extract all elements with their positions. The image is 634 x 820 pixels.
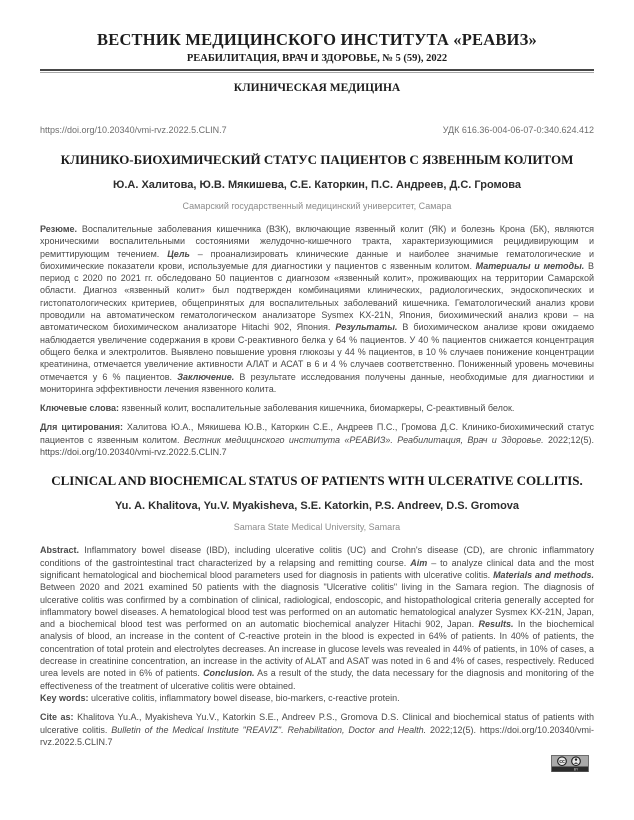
keywords-ru: Ключевые слова: язвенный колит, воспалительные заболевания кишечника, биомаркеры, С-реактивный белок. xyxy=(40,403,515,414)
header-divider xyxy=(40,69,594,73)
citation-ru: Для цитирования: Халитова Ю.А., Мякишева Ю.В., Каторкин С.Е., Андреев П.С., Громова Д.С. Клинико-биохимический статус пациентов с язвенным колитом. Вестник медицинского института «РЕАВИЗ». Реабилитация, Врач и Здоровье. 2022;12(5). https://doi.org/10.20340/vmi-rvz.2022.5.CLIN.7 xyxy=(40,422,594,458)
affiliation-ru: Самарский государственный медицинский университет, Самара xyxy=(182,201,452,211)
authors-en: Yu. A. Khalitova, Yu.V. Myakisheva, S.E. Katorkin, P.S. Andreev, D.S. Gromova xyxy=(114,500,520,513)
by-glyph: BY xyxy=(573,767,579,772)
citation-en: Cite as: Khalitova Yu.A., Myakisheva Yu.V., Katorkin S.E., Andreev P.S., Gromova D.S. Clinical and biochemical status of patients with ulcerative colitis. Bulletin of the Medical Institute "REAVIZ". Rehabilitation, Doctor and Health. 2022;12(5). https://doi.org/10.20340/vmi-rvz.2022.5.CLIN.7 xyxy=(40,712,594,747)
authors-ru: Ю.А. Халитова, Ю.В. Мякишева, С.Е. Каторкин, П.С. Андреев, Д.С. Громова xyxy=(113,179,521,191)
article-title-en: CLINICAL AND BIOCHEMICAL STATUS OF PATIENTS WITH ULCERATIVE COLLITIS. xyxy=(51,473,583,489)
cc-by-license-icon xyxy=(551,755,589,777)
udc-code: УДК 616.36-004-06-07-0:340.624.412 xyxy=(442,125,594,135)
article-title-ru: КЛИНИКО-БИОХИМИЧЕСКИЙ СТАТУС ПАЦИЕНТОВ С ЯЗВЕННЫМ КОЛИТОМ xyxy=(60,152,574,167)
abstract-ru: Резюме. Воспалительные заболевания кишечника (ВЗК), включающие язвенный колит (ЯК) и болезнь Крона (БК), являются хроническими воспалительными состояниями желудочно-кишечного тракта, характеризующимися рецидивирующим и ремиттирующим течением. Цель – проанализировать клинические данные и наиболее значимые гематологические и биохимические показатели крови, используемые для диагностики у пациентов с язвенным колитом. Материалы и методы. В период с 2020 по 2021 гг. обследовано 50 пациентов с диагнозом «язвенный колит», проживающих на территории Самарской области. Диагноз «язвенный колит» был подтвержден комбинациями клинических, радиологических, эндоскопических и гистопатологических критериев, общепринятых для воспалительных заболеваний кишечника. Гематологический анализ крови проводили на автоматическом гематологическом анализаторе Sysmex KX-21N, Япония, биохимический анализ крови – на автоматическом биохимическом анализаторе Hitachi 902, Япония. Результаты. В биохимическом анализе крови ожидаемо наблюдается увеличение содержания в крови С-реактивного белка у 64 % пациентов. У 40 % пациентов снижается концентрация общего белка и электролитов. Выявлено повышение уровня глюкозы у 44 % пациентов, в 10 % случаев понижение концентрации креатинина, отмечается увеличение активности АЛАТ и АСАТ в 6 и 4 % случаев соответственно. Пониженный уровень мочевины отмечается у 6 % пациентов. Заключение. В результате исследования получены данные, необходимые для диагностики и мониторинга эффективности лечения язвенного колита. xyxy=(40,224,594,394)
journal-header xyxy=(40,30,594,95)
keywords-en: Key words: ulcerative colitis, inflammatory bowel disease, bio-markers, c-reactive protein. xyxy=(40,692,400,703)
article-meta-row xyxy=(40,125,594,136)
journal-title: ВЕСТНИК МЕДИЦИНСКОГО ИНСТИТУТА «РЕАВИЗ» xyxy=(97,30,537,49)
license-badge-row xyxy=(40,755,594,777)
cc-glyph: cc xyxy=(559,759,565,766)
section-heading: КЛИНИЧЕСКАЯ МЕДИЦИНА xyxy=(233,82,401,94)
journal-subtitle: РЕАБИЛИТАЦИЯ, ВРАЧ И ЗДОРОВЬЕ, № 5 (59), 2022 xyxy=(186,53,448,64)
abstract-en: Abstract. Inflammatory bowel disease (IBD), including ulcerative colitis (UC) and Crohn's disease (CD), are chronic inflammatory conditions of the gastrointestinal tract characterized by a relapsing and remitting course. Aim – to analyze clinical data and the most significant hematological and biochemical blood parameters used for diagnosis in patients with ulcerative colitis. Materials and methods. Between 2020 and 2021 examined 50 patients with the diagnosis "Ulcerative colitis" living in the Samara region. The diagnosis of ulcerative colitis was confirmed by a combination of clinical, radiological, endoscopic, and histopathological criteria generally accepted for inflammatory bowel diseases. A hematological blood test was performed on an automatic hematological analyzer Sysmex KX-21N, Japan, and a biochemical blood test was performed on an automatic biochemical analyzer Hitachi 902, Japan. Results. In the biochemical analysis of blood, an increase in the content of C-reactive protein in the blood is expected in 64% of patients. In 40% of patients, the concentration of total protein and electrolytes decreases. An increase in glucose levels was revealed in 44% of patients, in 10% of cases, a decrease in creatinine concentration, an increase in the activity of ALAT and ASAT was noted in 6 and 4% of cases, respectively. Reduced urea levels are noted in 6% of patients. Conclusion. As a result of the study, the data necessary for the diagnosis and monitoring of the effectiveness of the treatment of ulcerative colitis were obtained. xyxy=(40,545,595,691)
doi-text: https://doi.org/10.20340/vmi-rvz.2022.5.CLIN.7 xyxy=(40,125,227,135)
affiliation-en: Samara State Medical University, Samara xyxy=(233,522,401,533)
